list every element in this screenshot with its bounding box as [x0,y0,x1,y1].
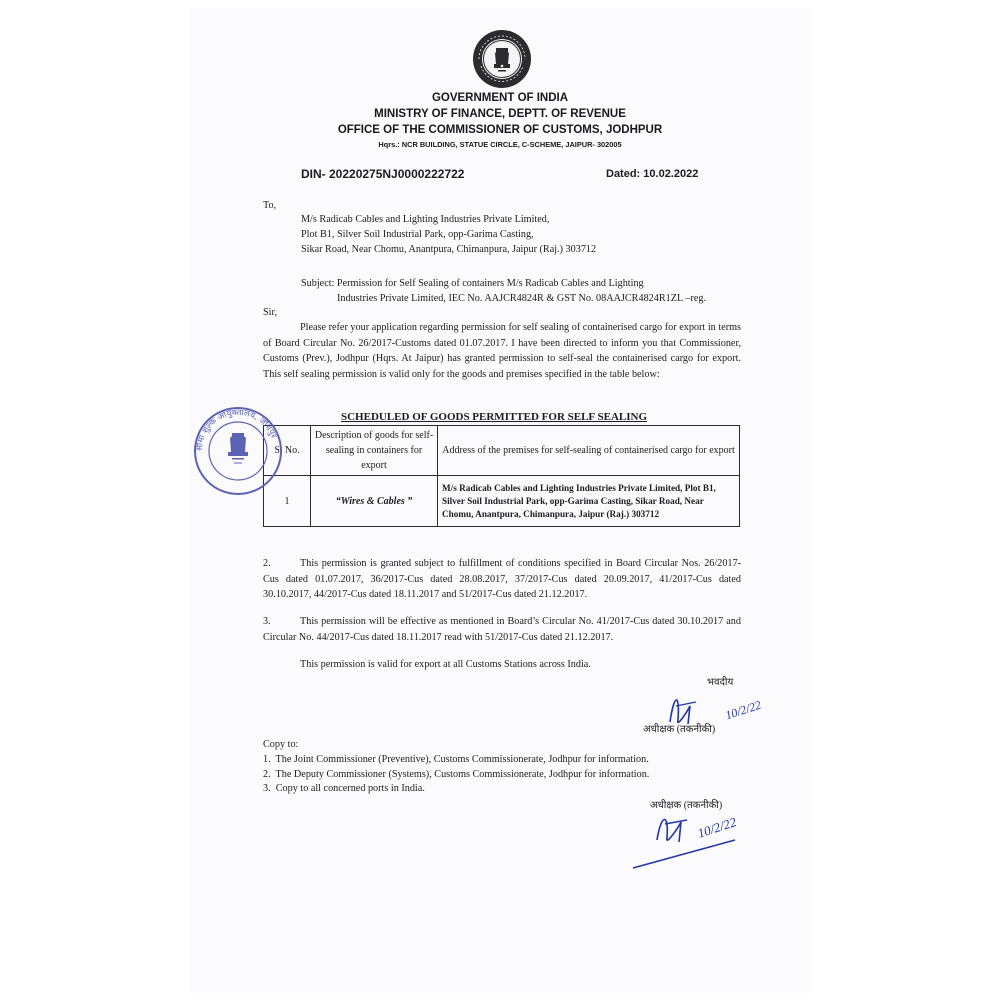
address-line-1: M/s Radicab Cables and Lighting Industries Private Limited, [301,214,550,225]
paragraph-4: This permission is valid for export at all Customs Stations across India. [300,659,591,670]
table-title: SCHEDULED OF GOODS PERMITTED FOR SELF SEALING [341,411,648,423]
cell-goods: “Wires & Cables ” [311,476,438,527]
paragraph-2: This permission is granted subject to fulfillment of conditions specified in Board Circular Nos. 26/2017-Cus dated 01.07.2017, 36/2017-Cus dated 28.08.2017, 37/2017-Cus dated 20.09.2017, 41/2017-Cus dated 30.10.2017, 44/2017-Cus dated 18.11.2017 and 51/2017-Cus dated 21.12.2017. [263,558,741,600]
copy-to-item: 2. The Deputy Commissioner (Systems), Customs Commissionerate, Jodhpur for information. [263,769,650,780]
closing-hindi: भवदीय [707,677,734,688]
table-row [264,476,740,527]
office-round-stamp [192,405,284,497]
copy-to-item: 3. Copy to all concerned ports in India. [263,783,425,794]
signature-date-2: 10/2/22 [695,814,739,841]
cell-sno: 1 [264,476,311,527]
address-line-3: Sikar Road, Near Chomu, Anantpura, Chimanpura, Jaipur (Raj.) 303712 [301,244,597,255]
header-address: Hqrs.: NCR BUILDING, STATUE CIRCLE, C-SCHEME, JAIPUR- 302005 [378,140,622,149]
designation-hindi-1: अधीक्षक (तकनीकी) [643,724,716,735]
col-header-goods: Description of goods for self-sealing in containers for export [311,426,438,476]
header-ministry: MINISTRY OF FINANCE, DEPTT. OF REVENUE [374,108,626,120]
paragraph-2-number: 2. [263,558,271,569]
header-office: OFFICE OF THE COMMISSIONER OF CUSTOMS, JODHPUR [337,124,663,136]
din-number: DIN- 20220275NJ0000222722 [301,167,465,181]
schedule-table [263,425,740,527]
national-emblem-seal [471,28,533,90]
subject-line-2: Industries Private Limited, IEC No. AAJCR4824R & GST No. 08AAJCR4824R1ZL –reg. [337,293,707,304]
address-line-2: Plot B1, Silver Soil Industrial Park, opp-Garima Casting, [301,229,534,240]
col-header-address: Address of the premises for self-sealing of containerised cargo for export [438,426,740,476]
letter-date: Dated: 10.02.2022 [606,168,699,180]
signature-date-1: 10/2/22 [723,697,763,723]
col-header-sno: S. No. [264,426,311,476]
paragraph-3: This permission will be effective as mentioned in Board’s Circular No. 41/2017-Cus dated 30.10.2017 and Circular No. 44/2017-Cus dated 18.11.2017 read with 51/2017-Cus dated 21.12.2017. [263,616,741,643]
cell-address: M/s Radicab Cables and Lighting Industries Private Limited, Plot B1, Silver Soil Industrial Park, opp-Garima Casting, Sikar Road, Near Chomu, Anantpura, Chimanpura, Jaipur (Raj.) 303712 [438,476,740,527]
salutation: Sir, [263,307,278,318]
subject-line-1: Subject: Permission for Self Sealing of containers M/s Radicab Cables and Lighting [301,278,644,289]
designation-hindi-2: अधीक्षक (तकनीकी) [650,800,723,811]
paragraph-3-number: 3. [263,616,271,627]
to-label: To, [263,200,277,211]
copy-to-heading: Copy to: [263,739,299,750]
header-government: GOVERNMENT OF INDIA [431,92,569,104]
paragraph-1: Please refer your application regarding permission for self sealing of containerised cargo for export in terms of Board Circular No. 26/2017-Customs dated 01.07.2017. I have been directed to inform you that Commissioner, Customs (Prev.), Jodhpur (Hqrs. At Jaipur) has granted permission to self-seal the containerised cargo for export. This self sealing permission is valid only for the goods and premises specified in the table below: [263,322,741,380]
table-header-row [264,426,740,476]
stamp-text: सीमा शुल्क आयुक्तालय, जोधपुर [194,407,279,452]
copy-to-item: 1. The Joint Commissioner (Preventive), Customs Commissionerate, Jodhpur for information. [263,754,649,765]
